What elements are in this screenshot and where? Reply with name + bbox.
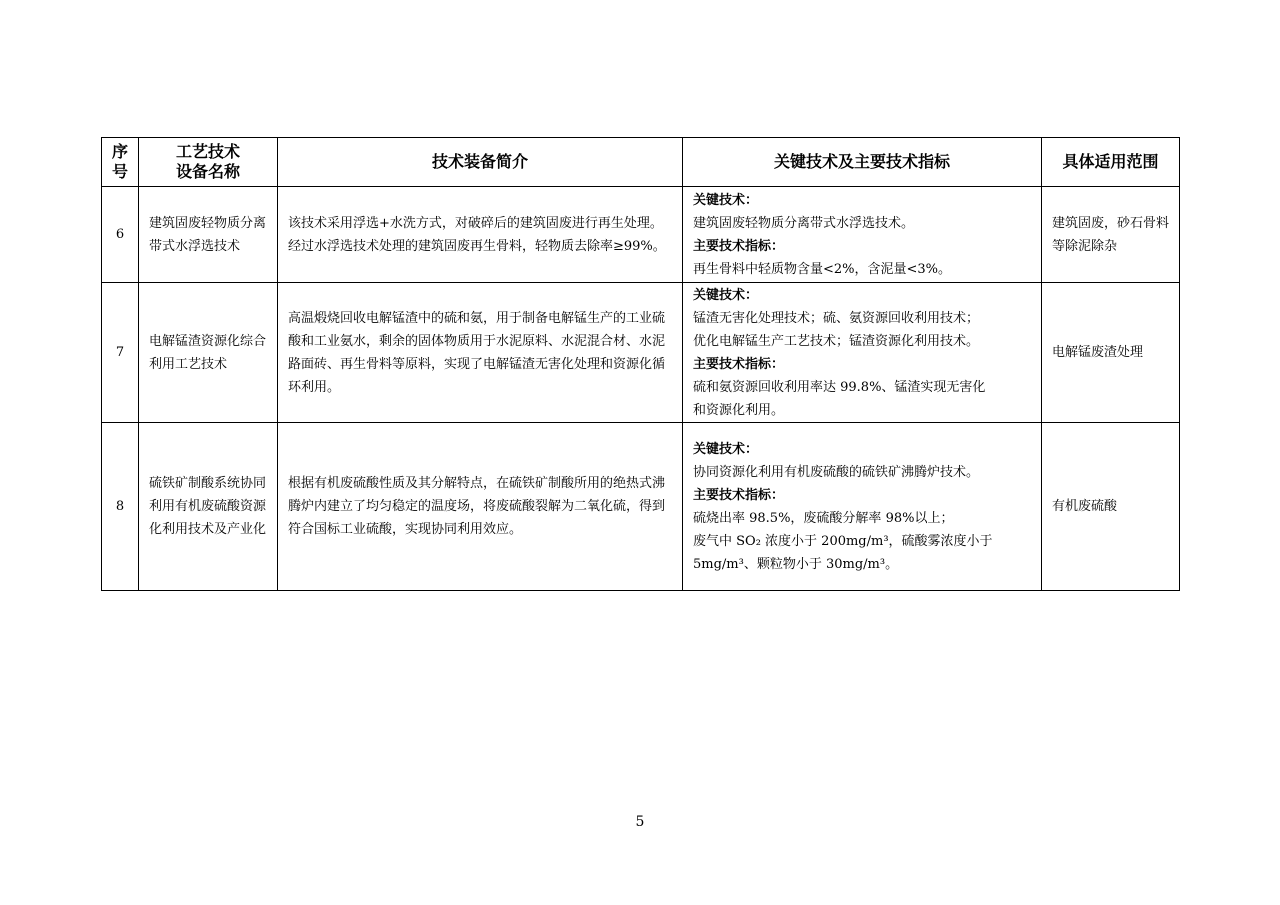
key-tech-line: 锰渣无害化处理技术；硫、氨资源回收利用技术；: [693, 310, 980, 326]
row-name: 建筑固废轻物质分离带式水浮选技术: [139, 187, 278, 283]
header-name-line1: 工艺技术: [175, 142, 240, 161]
key-tech-label: 关键技术：: [693, 441, 759, 457]
row-scope: 有机废硫酸: [1042, 423, 1180, 591]
metric-label: 主要技术指标：: [693, 356, 785, 372]
page-number: 5: [635, 814, 645, 830]
metric-line: 和资源化利用。: [693, 402, 785, 418]
key-tech-line: 优化电解锰生产工艺技术；锰渣资源化利用技术。: [693, 333, 980, 349]
row-number: 7: [102, 283, 139, 423]
metric-label: 主要技术指标：: [693, 238, 785, 254]
metric-line: 硫和氨资源回收利用率达 99.8%、锰渣实现无害化: [693, 379, 986, 395]
table-row: [102, 283, 1180, 423]
row-name: 硫铁矿制酸系统协同利用有机废硫酸资源化利用技术及产业化: [139, 423, 278, 591]
row-scope: 建筑固废，砂石骨料等除泥除杂: [1042, 187, 1180, 283]
row-key: [683, 423, 1042, 591]
key-tech-line: 协同资源化利用有机废硫酸的硫铁矿沸腾炉技术。: [693, 464, 980, 480]
metric-line: 硫烧出率 98.5%，废硫酸分解率 98%以上；: [693, 510, 954, 526]
header-seq: [102, 138, 139, 187]
row-number: 6: [102, 187, 139, 283]
header-seq-line2: 号: [111, 162, 128, 181]
key-tech-line: 建筑固废轻物质分离带式水浮选技术。: [693, 215, 915, 231]
table-header-row: [102, 138, 1180, 187]
header-name-line2: 设备名称: [175, 162, 240, 181]
row-intro: 该技术采用浮选+水洗方式，对破碎后的建筑固废进行再生处理。经过水浮选技术处理的建筑固废再生骨料，轻物质去除率≥99%。: [278, 187, 683, 283]
row-intro: 高温煅烧回收电解锰渣中的硫和氨，用于制备电解锰生产的工业硫酸和工业氨水，剩余的固体物质用于水泥原料、水泥混合材、水泥路面砖、再生骨料等原料，实现了电解锰渣无害化处理和资源化循环利用。: [278, 283, 683, 423]
technology-table: [101, 137, 1180, 591]
header-name: [139, 138, 278, 187]
header-seq-line1: 序: [111, 142, 128, 161]
metric-label: 主要技术指标：: [693, 487, 785, 503]
row-name: 电解锰渣资源化综合利用工艺技术: [139, 283, 278, 423]
metric-line: 废气中 SO₂ 浓度小于 200mg/m³，硫酸雾浓度小于: [693, 533, 993, 549]
key-tech-label: 关键技术：: [693, 287, 759, 303]
row-scope: 电解锰废渣处理: [1042, 283, 1180, 423]
metric-line: 再生骨料中轻质物含量<2%，含泥量<3%。: [693, 261, 952, 277]
table-row: [102, 423, 1180, 591]
row-number: 8: [102, 423, 139, 591]
row-intro: 根据有机废硫酸性质及其分解特点，在硫铁矿制酸所用的绝热式沸腾炉内建立了均匀稳定的温度场，将废硫酸裂解为二氧化硫，得到符合国标工业硫酸，实现协同利用效应。: [278, 423, 683, 591]
header-scope: 具体适用范围: [1042, 138, 1180, 187]
table-row: [102, 187, 1180, 283]
row-key: [683, 283, 1042, 423]
header-intro: 技术装备简介: [278, 138, 683, 187]
row-key: [683, 187, 1042, 283]
header-key: 关键技术及主要技术指标: [683, 138, 1042, 187]
key-tech-label: 关键技术：: [693, 192, 759, 208]
metric-line: 5mg/m³、颗粒物小于 30mg/m³。: [693, 556, 899, 572]
